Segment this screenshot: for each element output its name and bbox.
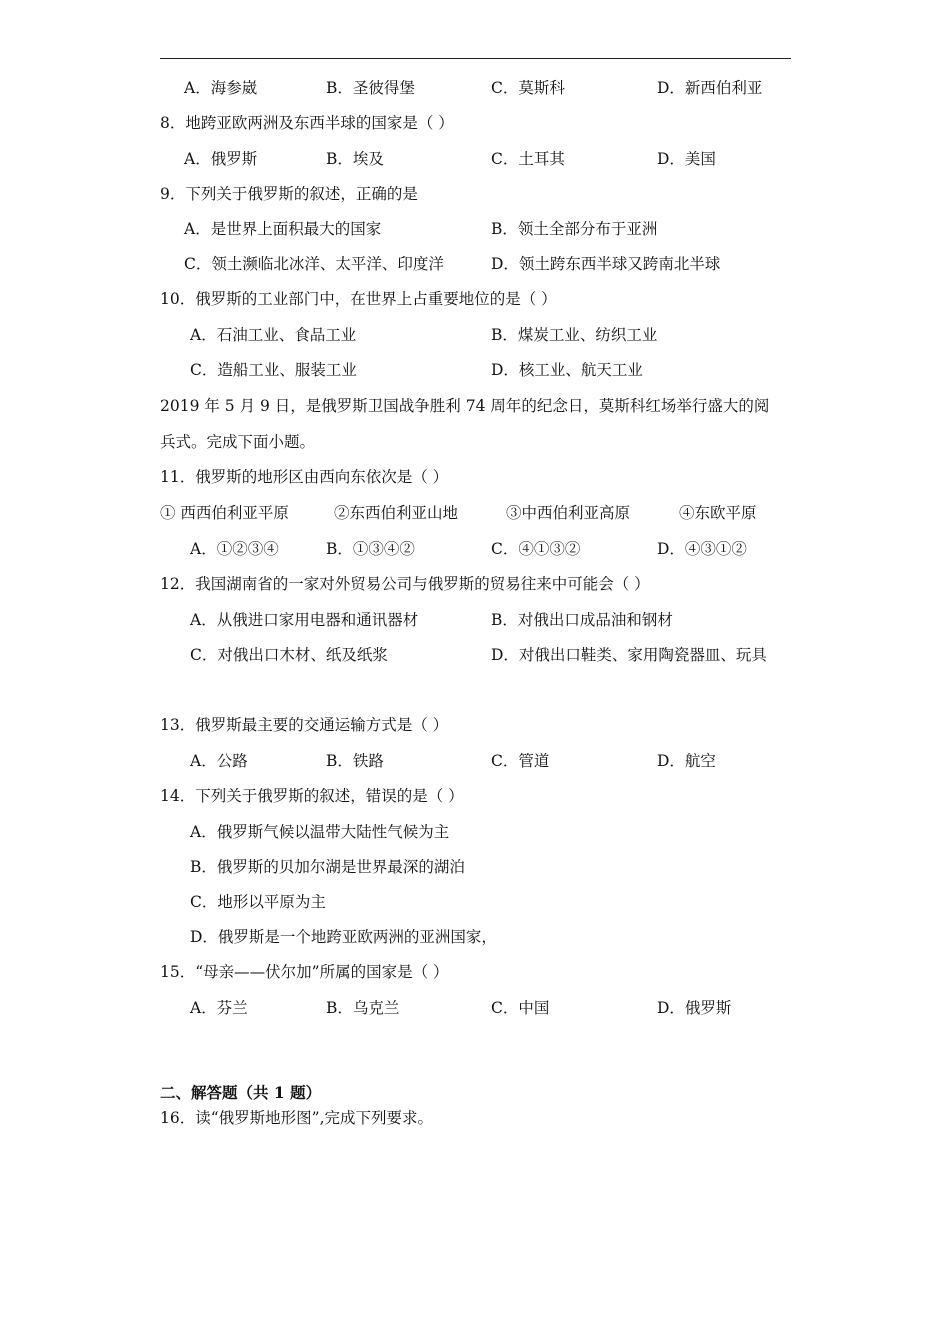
q16-stem: 16．读“俄罗斯地形图”,完成下列要求。 <box>160 1109 433 1127</box>
q14-option-d: D．俄罗斯是一个地跨亚欧两洲的亚洲国家， <box>190 928 497 946</box>
q10-option-a: A．石油工业、食品工业 <box>190 326 357 344</box>
passage-line-2: 兵式。完成下面小题。 <box>160 433 316 451</box>
q10-stem: 10．俄罗斯的工业部门中，在世界上占重要地位的是（ ） <box>160 290 557 308</box>
q14-option-b: B．俄罗斯的贝加尔湖是世界最深的湖泊 <box>190 858 465 876</box>
q7-option-a: A．海参崴 <box>184 79 258 97</box>
q14-option-c: C．地形以平原为主 <box>190 893 326 911</box>
q8-stem: 8．地跨亚欧两洲及东西半球的国家是（ ） <box>160 114 454 132</box>
q14-option-a: A．俄罗斯气候以温带大陆性气候为主 <box>190 823 450 841</box>
q11-item-4: ④东欧平原 <box>679 504 757 522</box>
q13-stem: 13．俄罗斯最主要的交通运输方式是（ ） <box>160 716 449 734</box>
q12-stem: 12．我国湖南省的一家对外贸易公司与俄罗斯的贸易往来中可能会（ ） <box>160 575 650 593</box>
q15-option-a: A．芬兰 <box>190 999 248 1017</box>
q11-option-d: D．④③①② <box>657 540 747 558</box>
q11-option-b: B．①③④② <box>326 540 415 558</box>
q9-option-d: D．领土跨东西半球又跨南北半球 <box>491 255 721 273</box>
q9-option-c: C．领土濒临北冰洋、太平洋、印度洋 <box>184 255 444 273</box>
q12-option-c: C．对俄出口木材、纸及纸浆 <box>190 646 388 664</box>
q12-option-b: B．对俄出口成品油和钢材 <box>491 611 673 629</box>
q11-option-c: C．④①③② <box>491 540 581 558</box>
q9-option-b: B．领土全部分布于亚洲 <box>491 220 658 238</box>
q8-option-d: D．美国 <box>657 150 716 168</box>
q9-option-a: A．是世界上面积最大的国家 <box>184 220 382 238</box>
q7-option-d: D．新西伯利亚 <box>657 79 763 97</box>
section-2-heading: 二、解答题（共 1 题） <box>160 1083 322 1102</box>
q11-item-1: ① 西西伯利亚平原 <box>160 504 289 522</box>
q15-stem: 15．“母亲——伏尔加”所属的国家是（ ） <box>160 963 449 981</box>
q8-option-b: B．埃及 <box>326 150 384 168</box>
passage-line-1: 2019 年 5 月 9 日，是俄罗斯卫国战争胜利 74 周年的纪念日，莫斯科红场举行盛大的阅 <box>160 397 770 415</box>
q11-item-2: ②东西伯利亚山地 <box>334 504 459 522</box>
q14-stem: 14．下列关于俄罗斯的叙述，错误的是（ ） <box>160 787 464 805</box>
q10-option-d: D．核工业、航天工业 <box>491 361 643 379</box>
q13-option-a: A．公路 <box>190 752 248 770</box>
q11-item-3: ③中西伯利亚高原 <box>506 504 631 522</box>
q9-stem: 9．下列关于俄罗斯的叙述，正确的是 <box>160 185 418 203</box>
q13-option-c: C．管道 <box>491 752 550 770</box>
q15-option-d: D．俄罗斯 <box>657 999 732 1017</box>
q12-option-d: D．对俄出口鞋类、家用陶瓷器皿、玩具 <box>491 646 767 664</box>
q13-option-b: B．铁路 <box>326 752 384 770</box>
q10-option-c: C．造船工业、服装工业 <box>190 361 357 379</box>
q7-option-c: C．莫斯科 <box>491 79 565 97</box>
q10-option-b: B．煤炭工业、纺织工业 <box>491 326 658 344</box>
q15-option-b: B．乌克兰 <box>326 999 400 1017</box>
header-rule <box>160 58 791 59</box>
q8-option-a: A．俄罗斯 <box>184 150 258 168</box>
q15-option-c: C．中国 <box>491 999 550 1017</box>
q8-option-c: C．土耳其 <box>491 150 565 168</box>
q11-stem: 11．俄罗斯的地形区由西向东依次是（ ） <box>160 468 449 486</box>
q13-option-d: D．航空 <box>657 752 716 770</box>
q7-option-b: B．圣彼得堡 <box>326 79 415 97</box>
q12-option-a: A．从俄进口家用电器和通讯器材 <box>190 611 419 629</box>
q11-option-a: A．①②③④ <box>190 540 279 558</box>
